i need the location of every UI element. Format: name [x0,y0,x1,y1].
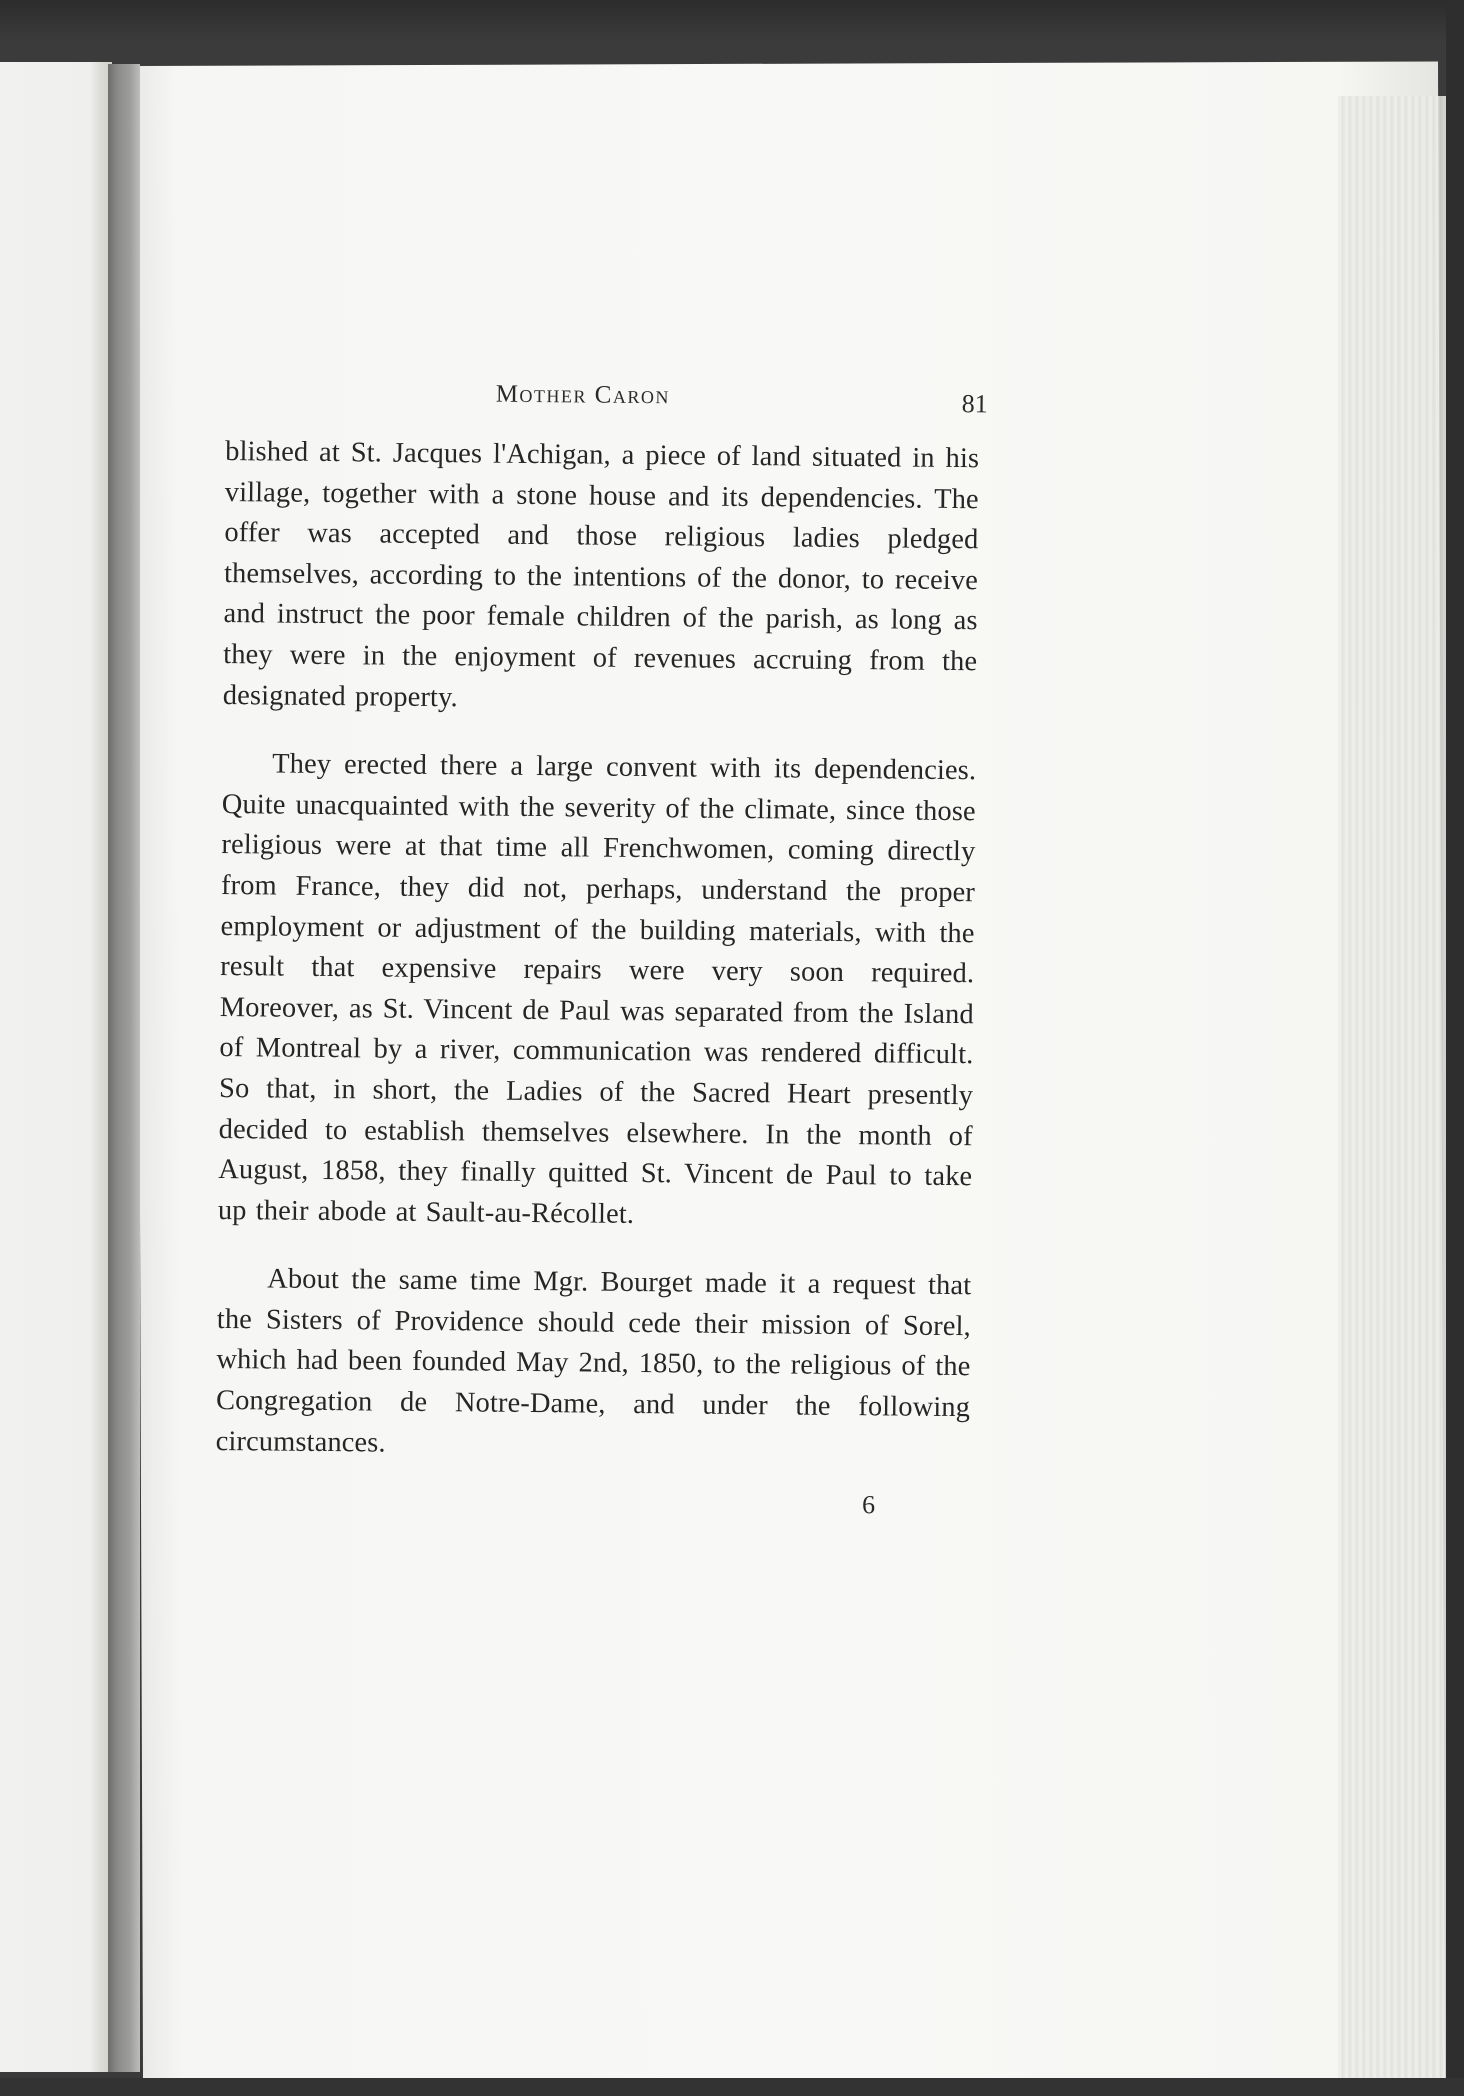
previous-page-edge [0,62,112,2072]
text-block [215,368,988,1521]
paragraph-1: blished at St. Jacques l'Achigan, a piece of land situated in his village, together with a stone house and its dependencies. The offer was accepted and those religious ladies pledged themselves, according to the intentions of the donor, to receive and instruct the poor female children of the parish, as long as they were in the enjoyment of revenues accruing from the designated property. [222,435,980,713]
running-title: Mother Caron [495,380,671,410]
page-number: 81 [961,389,988,419]
binding-gutter [108,64,140,2072]
signature-mark: 6 [861,1490,876,1520]
page-block-fore-edge [1338,96,1448,2086]
paragraph-3: About the same time Mgr. Bourget made it a request that the Sisters of Providence should cede their mission of Sorel, which had been founded May 2nd, 1850, to the religious of the Congregation de Notre-Dame, and under the following circumstances. [215,1263,972,1459]
scan-background-right [1446,0,1464,2096]
scan-background-bottom [0,2078,1464,2096]
paragraph-2: They erected there a large convent with its dependencies. Quite unacquainted with the severity of the climate, since those religious were at that time all Frenchwomen, coming directly from France, they did not, perhaps, understand the proper employment or adjustment of the building materials, with the result that expensive repairs were very soon required. Moreover, as St. Vincent de Paul was separated from the Island of Montreal by a river, communication was rendered difficult. So that, in short, the Ladies of the Sacred Heart presently decided to establish themselves elsewhere. In the month of August, 1858, they finally quitted St. Vincent de Paul to take up their abode at Sault-au-Récollet. [217,748,977,1230]
running-head [250,368,988,423]
